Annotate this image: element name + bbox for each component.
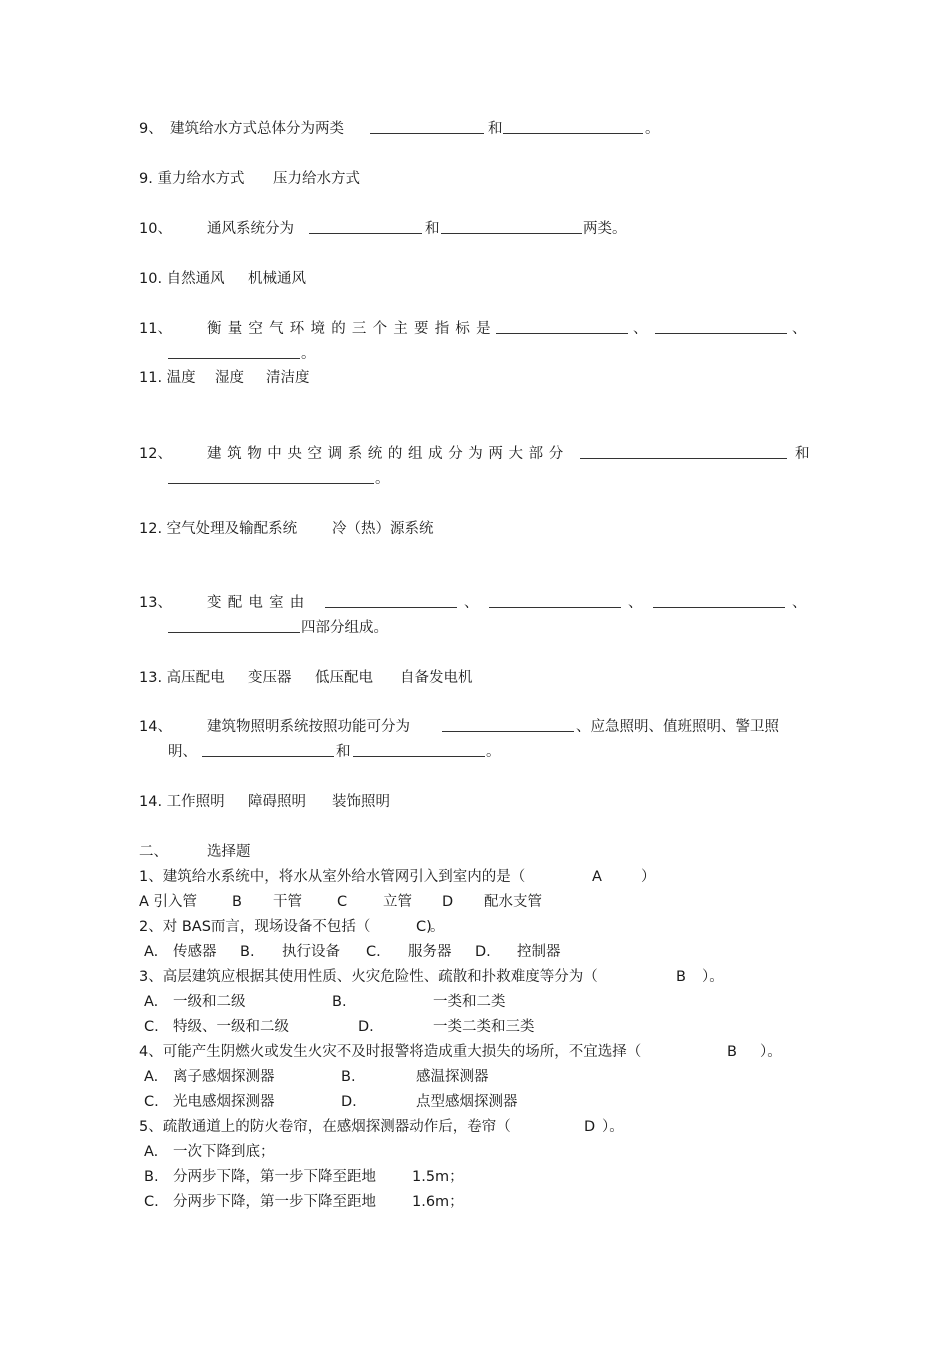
question-number: 10、 (139, 221, 172, 237)
option-text: 离子感烟探测器 (173, 1069, 275, 1085)
connector-text: 和 (795, 446, 810, 462)
question-11-cont (0, 343, 316, 365)
answer-text: 14. 工作照明 (139, 794, 225, 810)
end-punct: 。 (375, 471, 390, 487)
question-text: 5、疏散通道上的防火卷帘，在感烟探测器动作后，卷帘（ (139, 1119, 511, 1135)
question-text: 变配电室由 (207, 595, 311, 611)
answer-text: 自备发电机 (400, 670, 473, 686)
option-letter: B. (341, 1069, 356, 1085)
option-text: 分两步下降，第一步下降至距地 (173, 1169, 376, 1185)
question-text: 通风系统分为 (207, 221, 294, 237)
answer-blank (496, 318, 628, 334)
close-paren: ） (641, 869, 656, 885)
option-letter: D. (358, 1019, 374, 1035)
answer-11 (0, 367, 310, 389)
separator: 、 (792, 321, 807, 337)
choice-options-4a (0, 1066, 489, 1088)
answer-text: 12. 空气处理及输配系统 (139, 521, 298, 537)
section-number: 二、 (139, 844, 168, 860)
option-letter: A. (144, 1069, 159, 1085)
option-text: 服务器 (408, 944, 452, 960)
option-letter: A. (144, 1144, 159, 1160)
option-letter: B. (332, 994, 347, 1010)
answer-blank (442, 716, 574, 732)
question-text: 、应急照明、值班照明、警卫照 (576, 719, 779, 735)
option-text: 特级、一级和二级 (173, 1019, 289, 1035)
choice-question-1 (0, 866, 656, 888)
close-paren: ）。 (602, 1119, 624, 1135)
close-paren: ）。 (702, 969, 724, 985)
option-letter: D. (341, 1094, 357, 1110)
answer-letter: D (584, 1119, 596, 1135)
answer-blank (503, 118, 643, 134)
option-text: A 引入管 (139, 894, 198, 910)
answer-14 (0, 791, 390, 813)
option-text: 立管 (383, 894, 412, 910)
choice-options-5a (0, 1141, 275, 1163)
close-paren: ）。 (760, 1044, 782, 1060)
question-text: 明、 (168, 744, 197, 760)
option-letter: B. (240, 944, 255, 960)
section-title: 选择题 (207, 844, 251, 860)
question-text: 建筑物照明系统按照功能可分为 (207, 719, 410, 735)
answer-text: 11. 温度 (139, 370, 196, 386)
option-letter: D (442, 894, 454, 910)
choice-options-1 (0, 891, 542, 913)
answer-blank (325, 592, 457, 608)
question-number: 11、 (139, 321, 172, 337)
choice-options-5b (0, 1166, 464, 1188)
question-13 (0, 592, 807, 614)
answer-blank (370, 118, 484, 134)
question-text: 2、对 BAS而言，现场设备不包括（ (139, 919, 371, 935)
option-letter: A. (144, 994, 159, 1010)
answer-text: 冷（热）源系统 (332, 521, 434, 537)
question-text: 衡量空气环境的三个主要指标是 (207, 321, 497, 337)
separator: 、 (464, 595, 479, 611)
answer-blank (653, 592, 785, 608)
option-letter: C (337, 894, 348, 910)
choice-options-3b (0, 1016, 535, 1038)
option-letter: C. (144, 1094, 159, 1110)
question-number: 13、 (139, 595, 172, 611)
connector-text: 和 (488, 121, 503, 137)
choice-question-3 (0, 966, 724, 988)
option-letter: D. (475, 944, 491, 960)
answer-text: 压力给水方式 (273, 171, 360, 187)
option-value: 1.5m； (412, 1169, 464, 1185)
question-text: 4、可能产生阴燃火或发生火灾不及时报警将造成重大损失的场所，不宜选择（ (139, 1044, 642, 1060)
separator: 、 (628, 595, 643, 611)
option-letter: B. (144, 1169, 159, 1185)
option-letter: B (232, 894, 242, 910)
end-punct: 。 (430, 919, 445, 935)
choice-question-4 (0, 1041, 782, 1063)
answer-text: 10. 自然通风 (139, 271, 225, 287)
answer-text: 13. 高压配电 (139, 670, 225, 686)
answer-blank (202, 741, 334, 757)
question-text: 建筑给水方式总体分为两类 (170, 121, 344, 137)
question-10 (0, 218, 627, 240)
choice-question-5 (0, 1116, 624, 1138)
question-14 (0, 716, 779, 738)
option-text: 控制器 (517, 944, 561, 960)
question-11 (0, 318, 807, 340)
question-text: 建筑物中央空调系统的组成分为两大部分 (207, 446, 569, 462)
separator: 、 (633, 321, 648, 337)
answer-text: 机械通风 (248, 271, 306, 287)
answer-letter: C) (416, 919, 432, 935)
question-text: 3、高层建筑应根据其使用性质、火灾危险性、疏散和扑救难度等分为（ (139, 969, 598, 985)
question-number: 9、 (139, 121, 163, 137)
option-text: 光电感烟探测器 (173, 1094, 275, 1110)
option-text: 干管 (273, 894, 302, 910)
answer-text: 9. 重力给水方式 (139, 171, 245, 187)
choice-options-4b (0, 1091, 518, 1113)
option-text: 执行设备 (282, 944, 340, 960)
option-text: 点型感烟探测器 (416, 1094, 518, 1110)
answer-text: 湿度 (215, 370, 244, 386)
option-letter: A. (144, 944, 159, 960)
question-12-cont (0, 468, 390, 490)
answer-text: 障碍照明 (248, 794, 306, 810)
option-letter: C. (144, 1194, 159, 1210)
answer-letter: A (592, 869, 602, 885)
answer-letter: B (727, 1044, 737, 1060)
answer-text: 清洁度 (266, 370, 310, 386)
option-letter: C. (144, 1019, 159, 1035)
option-value: 1.6m； (412, 1194, 464, 1210)
question-number: 14、 (139, 719, 172, 735)
connector-text: 和 (425, 221, 440, 237)
answer-blank (580, 443, 787, 459)
answer-10 (0, 268, 306, 290)
option-text: 感温探测器 (416, 1069, 489, 1085)
option-letter: C. (366, 944, 381, 960)
question-number: 12、 (139, 446, 172, 462)
end-punct: 。 (301, 346, 316, 362)
option-text: 一类二类和三类 (433, 1019, 535, 1035)
option-text: 一级和二级 (173, 994, 246, 1010)
answer-letter: B (676, 969, 686, 985)
choice-options-2 (0, 941, 561, 963)
option-text: 一次下降到底； (173, 1144, 275, 1160)
answer-text: 变压器 (248, 670, 292, 686)
choice-options-3a (0, 991, 506, 1013)
answer-blank (168, 343, 300, 359)
answer-blank (655, 318, 787, 334)
question-12 (0, 443, 810, 465)
answer-blank (489, 592, 621, 608)
end-punct: 。 (645, 121, 660, 137)
question-text: 1、建筑给水系统中，将水从室外给水管网引入到室内的是（ (139, 869, 526, 885)
end-text: 四部分组成。 (301, 620, 388, 636)
answer-text: 装饰照明 (332, 794, 390, 810)
connector-text: 和 (336, 744, 351, 760)
option-text: 一类和二类 (433, 994, 506, 1010)
answer-text: 低压配电 (315, 670, 373, 686)
answer-9 (0, 168, 360, 190)
separator: 、 (792, 595, 807, 611)
choice-options-5c (0, 1191, 464, 1213)
option-text: 传感器 (173, 944, 217, 960)
answer-blank (309, 218, 422, 234)
answer-blank (168, 468, 374, 484)
option-text: 配水支管 (484, 894, 542, 910)
answer-blank (168, 617, 300, 633)
question-13-cont (0, 617, 388, 639)
answer-blank (441, 218, 582, 234)
answer-12 (0, 518, 434, 540)
question-9 (0, 118, 660, 140)
option-text: 分两步下降，第一步下降至距地 (173, 1194, 376, 1210)
choice-question-2 (0, 916, 445, 938)
answer-blank (353, 741, 485, 757)
section-heading (0, 841, 251, 863)
question-14-cont (0, 741, 501, 763)
answer-13 (0, 667, 473, 689)
end-punct: 。 (486, 744, 501, 760)
end-text: 两类。 (583, 221, 627, 237)
